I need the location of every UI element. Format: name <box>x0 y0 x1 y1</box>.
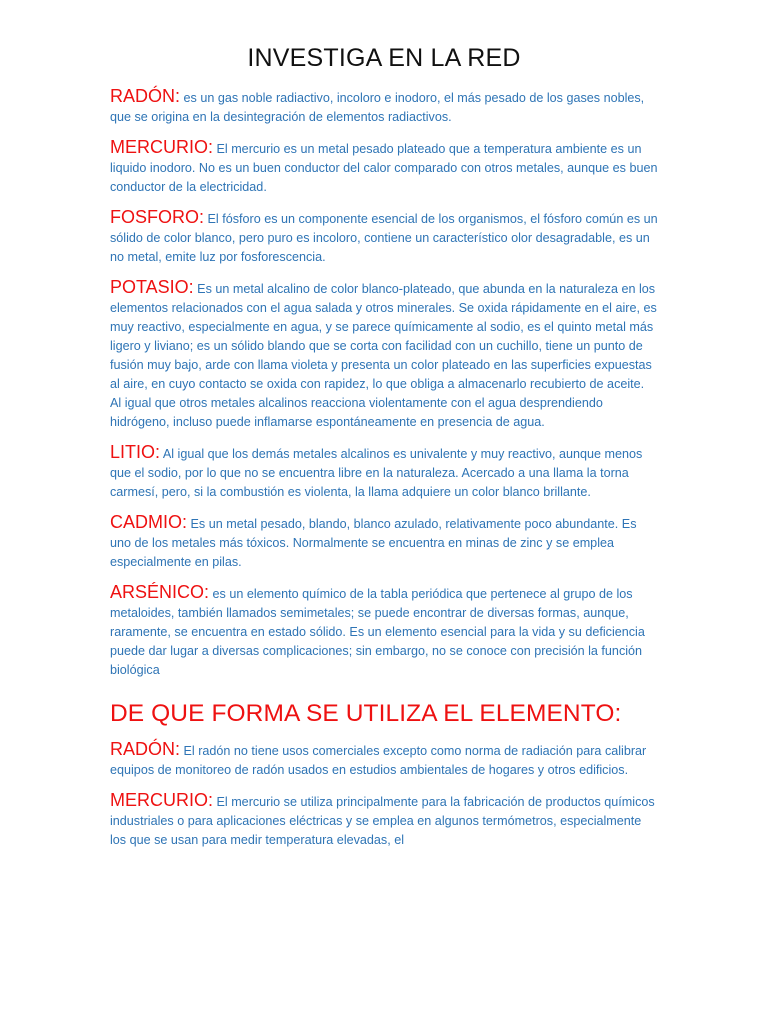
entry-arsenico <box>110 583 658 680</box>
entry-fosforo <box>110 208 658 267</box>
entry-text: Es un metal alcalino de color blanco-plateado, que abunda en la naturaleza en los elementos relacionados con el agua salada y otros minerales. Se oxida rápidamente en el aire, es muy reactivo, especialmente en agua, y se parece químicamente al sodio, es el quinto metal más ligero y liviano; es un sólido blando que se corta con facilidad con un cuchillo, tiene un punto de fusión muy bajo, arde con llama violeta y presenta un color plateado en las superficies expuestas al aire, en cuyo contacto se oxida con rapidez, lo que obliga a almacenarlo recubierto de aceite. Al igual que otros metales alcalinos reacciona violentamente con el agua desprendiendo hidrógeno, incluso puede inflamarse espontáneamente en presencia de agua. <box>110 282 657 429</box>
entry-text: Al igual que los demás metales alcalinos es univalente y muy reactivo, aunque menos que el sodio, por lo que no se encuentra libre en la naturaleza. Acercado a una llama la torna carmesí, pero, si la combustión es violenta, la llama adquiere un color blanco brillante. <box>110 447 643 499</box>
entry-cadmio <box>110 513 658 572</box>
entry-potasio <box>110 278 658 432</box>
entry-term: MERCURIO: <box>110 790 213 810</box>
entry-term: RADÓN: <box>110 86 181 106</box>
entry-text: El mercurio es un metal pesado plateado que a temperatura ambiente es un liquido inodoro. No es un buen conductor del calor comparado con otros metales, aunque es buen conductor de la electricidad. <box>110 142 658 194</box>
entry-term: LITIO: <box>110 442 161 462</box>
entry-term: RADÓN: <box>110 739 181 759</box>
entry-term: ARSÉNICO: <box>110 582 210 602</box>
entry-litio <box>110 443 658 502</box>
entry-term: CADMIO: <box>110 512 188 532</box>
page-title: INVESTIGA EN LA RED <box>247 44 521 72</box>
section-heading: DE QUE FORMA SE UTILIZA EL ELEMENTO: <box>110 700 622 727</box>
entry-radon-uso <box>110 740 658 780</box>
entry-radon <box>110 87 658 127</box>
entry-term: FOSFORO: <box>110 207 204 227</box>
entry-text: El radón no tiene usos comerciales excepto como norma de radiación para calibrar equipos de monitoreo de radón usados en estudios ambientales de hogares y otros edificios. <box>110 744 647 777</box>
entry-mercurio-uso <box>110 791 658 850</box>
entry-text: El fósforo es un componente esencial de los organismos, el fósforo común es un sólido de color blanco, pero puro es incoloro, contiene un característico olor desagradable, es un no metal, emite luz por fosforescencia. <box>110 212 658 264</box>
entry-text: es un elemento químico de la tabla periódica que pertenece al grupo de los metaloides, también llamados semimetales; se puede encontrar de diversas formas, aunque, raramente, se encuentra en estado sólido. Es un elemento esencial para la vida y su deficiencia puede dar lugar a diversas complicaciones; sin embargo, no se conoce con precisión la función biológica <box>110 587 645 677</box>
entry-text: El mercurio se utiliza principalmente para la fabricación de productos químicos industriales o para aplicaciones eléctricas y se emplea en algunos termómetros, especialmente los que se usan para medir temperatura elevadas, el <box>110 795 655 847</box>
entry-text: Es un metal pesado, blando, blanco azulado, relativamente poco abundante. Es uno de los metales más tóxicos. Normalmente se encuentra en minas de zinc y se emplea especialmente en pilas. <box>110 517 637 569</box>
entry-term: MERCURIO: <box>110 137 213 157</box>
entry-term: POTASIO: <box>110 277 194 297</box>
entry-text: es un gas noble radiactivo, incoloro e inodoro, el más pesado de los gases nobles, que se origina en la desintegración de elementos radiactivos. <box>110 91 645 124</box>
entry-mercurio <box>110 138 658 197</box>
document-page <box>110 44 658 861</box>
